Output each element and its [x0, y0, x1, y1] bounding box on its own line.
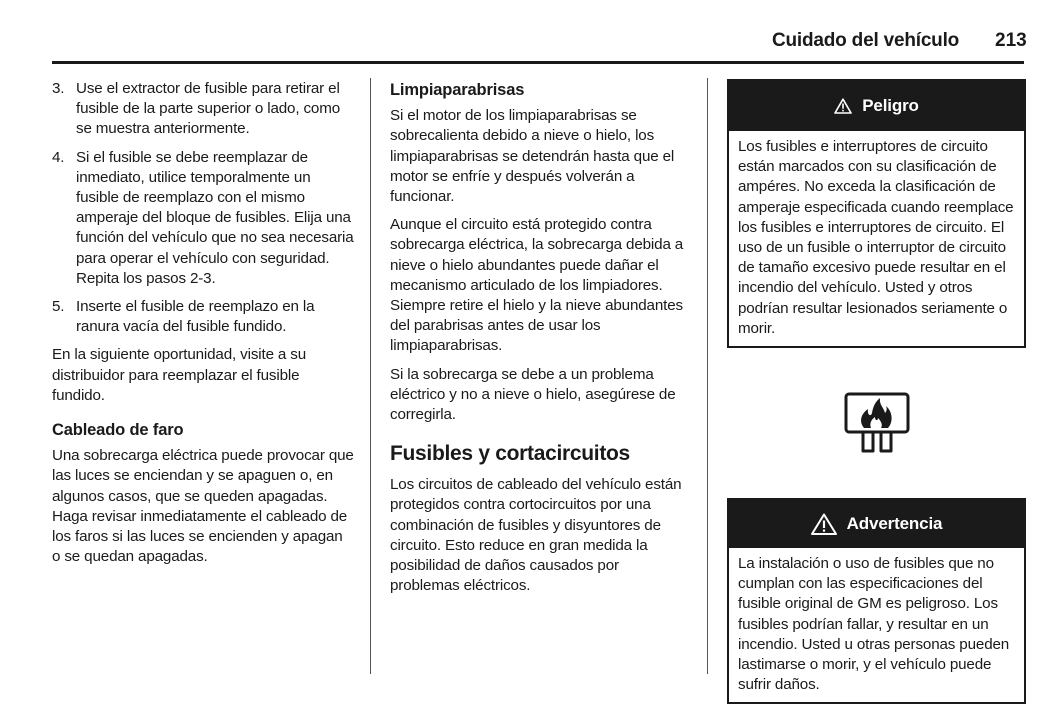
paragraph: Los circuitos de cableado del vehículo están protegidos contra cortocircuitos por una combinación de fusibles y disyuntores de circuito. Esto reduce en gran medida la posibilidad de daños causados por problemas eléctricos.: [390, 476, 682, 595]
warning-triangle-icon: [811, 513, 837, 535]
danger-text: Los fusibles e interruptores de circuito están marcados con su clasificación de ampéres. No exceda la clasificación de amperaje especificada cuando reemplace los fusibles e interruptores de circuito. El uso de un fusible o interruptor de circuito de tamaño excesivo puede resultar en el incendio del vehículo. Usted y otros podrían resultar lesionados seriamente o morir.: [738, 138, 1014, 337]
paragraph: Una sobrecarga eléctrica puede provocar que las luces se enciendan y se apaguen o, en algunos casos, que se queden apagadas. Haga revisar inmediatamente el cableado de los faros si las luces se encienden y apagan o se quedan apagadas.: [52, 447, 354, 566]
header-divider: [52, 61, 1024, 64]
step-number: 3.: [52, 80, 65, 97]
header-title: Cuidado del vehículo: [772, 30, 960, 51]
step-number: 4.: [52, 148, 65, 166]
step-text: Use el extractor de fusible para retirar el fusible de la parte superior o lado, como se muestra anteriormente.: [76, 80, 341, 138]
warning-title: Advertencia: [846, 513, 943, 533]
step-text: Si el fusible se debe reemplazar de inmediato, utilice temporalmente un fusible de reemplazo con el mismo amperaje del bloque de fusibles. Elija una función del vehículo que no sea necesaria para operar el vehículo con seguridad. Repita los pasos 2-3.: [76, 148, 354, 287]
danger-box: [727, 79, 1026, 348]
subheading-limpiaparabrisas: Limpiaparabrisas: [390, 81, 525, 99]
column-1: [52, 79, 354, 575]
warning-box-header: [729, 500, 1024, 548]
page-header: [0, 0, 1054, 64]
step-text: Inserte el fusible de reemplazo en la ranura vacía del fusible fundido.: [76, 298, 315, 336]
page-number: 213: [995, 30, 1027, 51]
fuse-illustration: [727, 348, 1026, 498]
step-item: [52, 148, 354, 289]
paragraph: Aunque el circuito está protegido contra sobrecarga eléctrica, la sobrecarga debida a nieve o hielo abundantes puede dañar el mecanismo articulado de los limpiadores. Siempre retire el hielo y la nieve abundantes del parabrisas antes de usar los limpiaparabrisas.: [390, 216, 684, 355]
paragraph: Si el motor de los limpiaparabrisas se sobrecalienta debido a nieve o hielo, los limpiaparabrisas se detendrán hasta que el motor se enfríe y después volverán a funcionar.: [390, 107, 675, 206]
section-heading-fusibles: Fusibles y cortacircuitos: [390, 442, 630, 466]
step-item: [52, 297, 354, 337]
paragraph: Si la sobrecarga se debe a un problema eléctrico y no a nieve o hielo, asegúrese de corregirla.: [390, 365, 676, 424]
fuse-fire-icon: [842, 391, 912, 455]
paragraph: En la siguiente oportunidad, visite a su distribuidor para reemplazar el fusible fundido.: [52, 346, 307, 404]
step-number: 5.: [52, 298, 65, 316]
warning-triangle-icon: [834, 98, 852, 114]
step-item: [52, 79, 354, 140]
column-3: [727, 79, 1026, 704]
subheading-cableado-de-faro: Cableado de faro: [52, 421, 184, 440]
danger-title: Peligro: [862, 95, 919, 115]
column-divider-2: [707, 78, 708, 674]
warning-text: La instalación o uso de fusibles que no cumplan con las especificaciones del fusible original de GM es peligroso. Los fusibles podrían fallar, y resultar en un incendio. Usted u otras personas pueden lastimarse o morir, y el vehículo puede sufrir daños.: [738, 555, 1010, 694]
column-2: [390, 80, 690, 604]
column-divider-1: [370, 78, 371, 674]
warning-box: [727, 498, 1026, 704]
danger-box-header: [729, 81, 1024, 131]
